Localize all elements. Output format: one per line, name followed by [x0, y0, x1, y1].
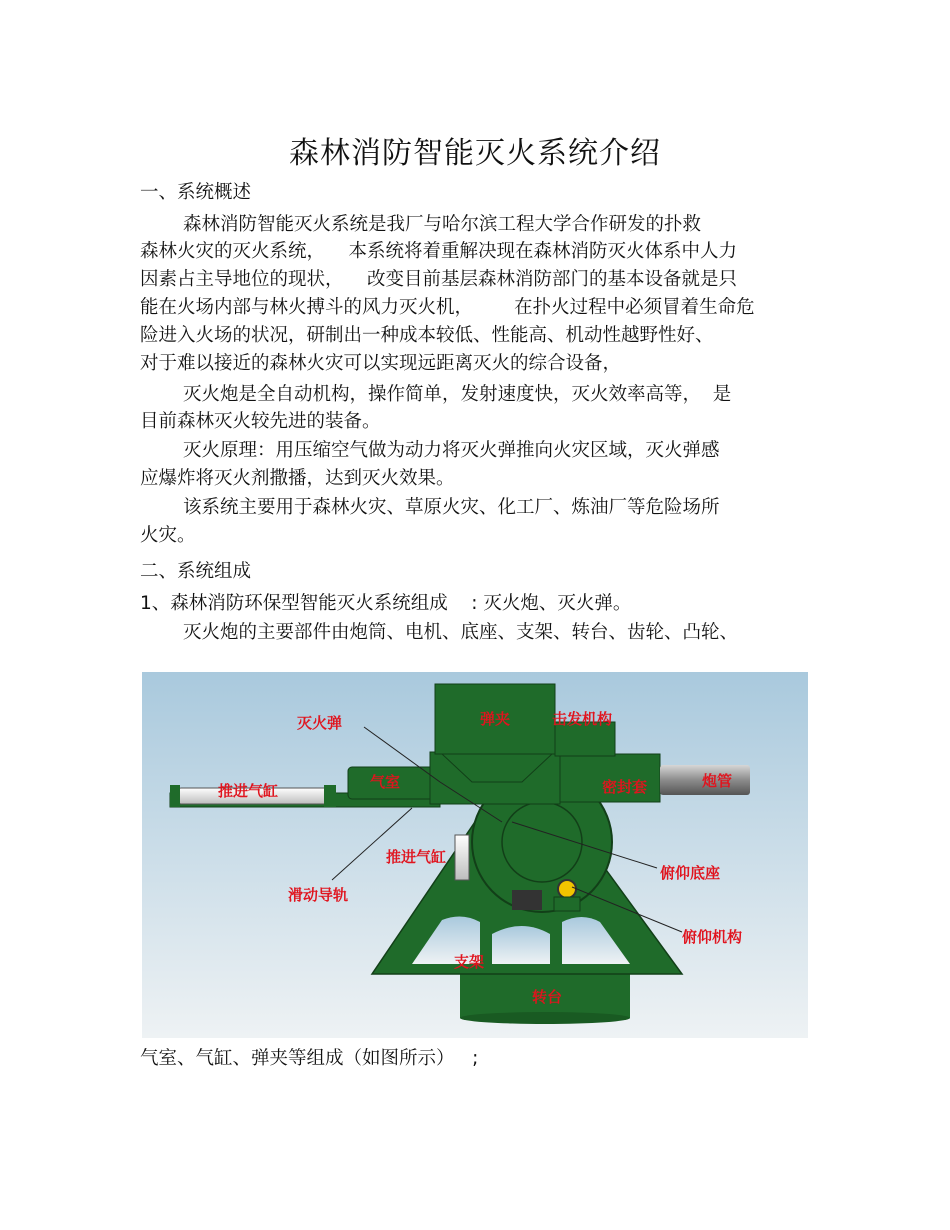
paragraph-line: 森林消防智能灭火系统是我厂与哈尔滨工程大学合作研发的扑救 [183, 214, 702, 235]
label-push-cylinder-mid: 推进气缸 [386, 848, 447, 866]
document-title: 森林消防智能灭火系统介绍 [289, 136, 661, 171]
paragraph-line: 能在火场内部与林火搏斗的风力灭火机， 在扑火过程中必须冒着生命危 [140, 297, 755, 318]
label-rail: 滑动导轨 [288, 886, 349, 904]
push-cylinder-vertical [455, 835, 469, 880]
paragraph-line: 该系统主要用于森林火灾、草原火灾、化工厂、炼油厂等危险场所 [183, 497, 720, 518]
cylinder-end-right [324, 785, 336, 807]
label-turntable: 转台 [532, 988, 563, 1006]
paragraph-line: 对于难以接近的森林火灾可以实现远距离灭火的综合设备， [140, 353, 622, 374]
label-support: 支架 [454, 953, 485, 971]
paragraph-line: 目前森林灭火较先进的装备。 [140, 411, 381, 432]
paragraph-line: 森林火灾的灭火系统， 本系统将着重解决现在森林消防灭火体系中人力 [140, 241, 738, 262]
paragraph-line: 灭火炮是全自动机构，操作简单，发射速度快，灭火效率高等， 是 [183, 384, 732, 405]
label-clip: 弹夹 [480, 710, 511, 728]
section-heading-overview: 一、系统概述 [140, 182, 252, 203]
label-barrel: 炮管 [702, 772, 733, 790]
paragraph-line: 应爆炸将灭火剂撒播，达到灭火效果。 [140, 468, 455, 489]
label-firing: 击发机构 [552, 710, 613, 728]
motor-bracket [554, 897, 580, 911]
cylinder-end-left [170, 785, 180, 807]
figure-caption-line: 气室、气缸、弹夹等组成（如图所示） ; [140, 1048, 479, 1069]
section-heading-composition: 二、系统组成 [140, 561, 252, 582]
list-item: 1、森林消防环保型智能灭火系统组成 : 灭火炮、灭火弹。 [140, 593, 632, 614]
label-shell: 灭火弹 [297, 714, 343, 732]
paragraph-line: 火灾。 [140, 525, 196, 546]
paragraph-line: 险进入火场的状况，研制出一种成本较低、性能高、机动性越野性好、 [140, 325, 714, 346]
motor [512, 890, 542, 910]
label-tilt-mechanism: 俯仰机构 [682, 928, 743, 946]
fire-cannon-diagram [142, 672, 808, 1038]
frame-opening-center [492, 926, 550, 964]
paragraph-line: 灭火原理：用压缩空气做为动力将灭火弹推向火灾区域，灭火弹感 [183, 440, 720, 461]
paragraph-line: 灭火炮的主要部件由炮筒、电机、底座、支架、转台、齿轮、凸轮、 [183, 622, 739, 643]
turntable-bottom [460, 1012, 630, 1024]
label-seal: 密封套 [602, 778, 648, 796]
label-push-cylinder-left: 推进气缸 [218, 782, 279, 800]
motor-pulley [558, 880, 576, 898]
label-air-chamber: 气室 [370, 773, 401, 791]
paragraph-line: 因素占主导地位的现状， 改变目前基层森林消防部门的基本设备就是只 [140, 269, 738, 290]
label-tilt-base: 俯仰底座 [660, 864, 721, 882]
